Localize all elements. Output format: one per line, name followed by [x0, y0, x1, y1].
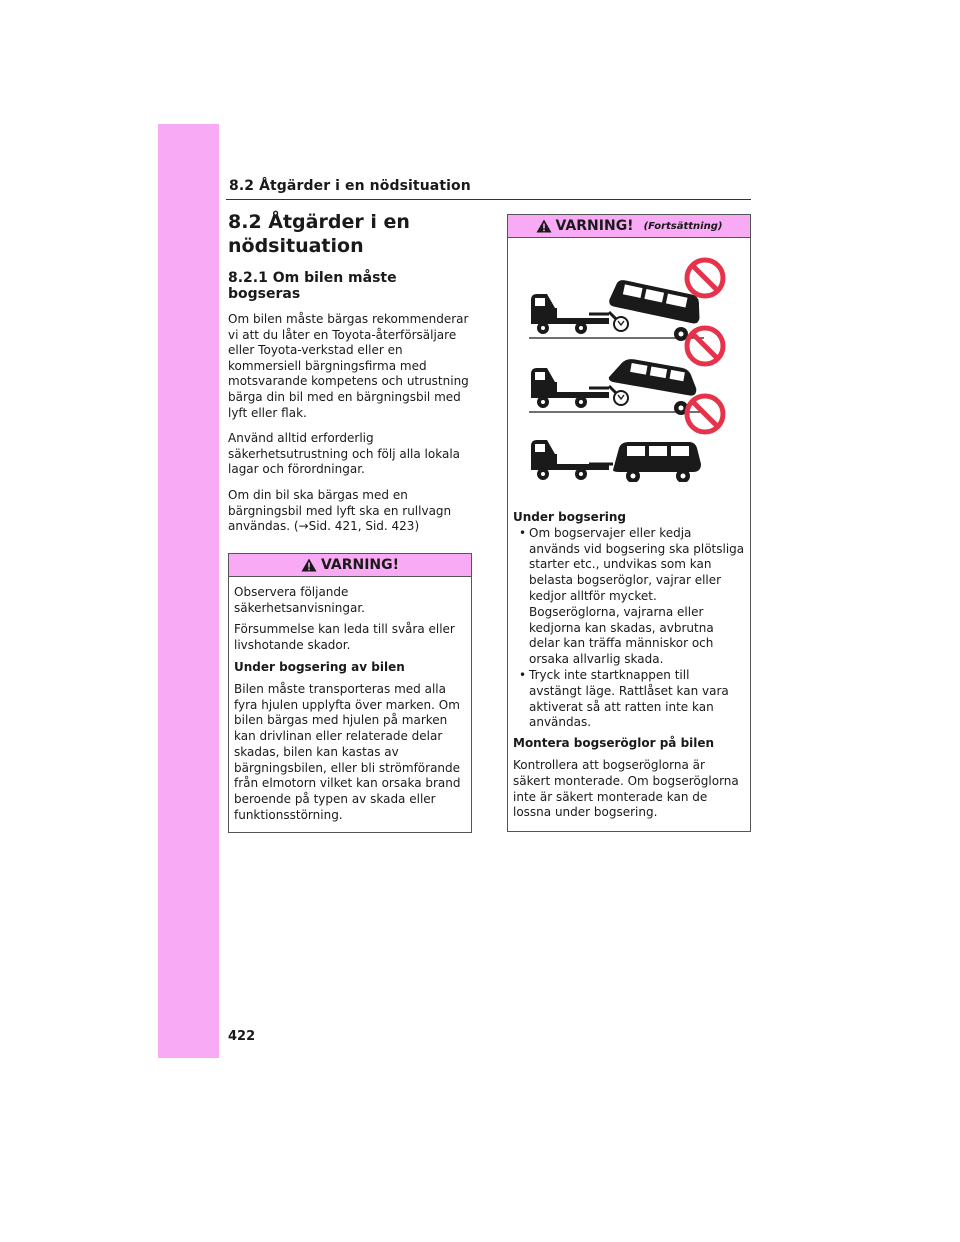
warning-title: VARNING! [320, 556, 400, 573]
list-item: • Om bogservajer eller kedja används vid bogsering ska plötsliga starter etc., undvikas som kan belasta bogseröglor, vajrar eller kedjor alltför mycket. Bogseröglorna, vajrarna eller kedjorna kan skadas, avbrutna delar kan träffa människor och orsaka allvarlig skada. [519, 525, 745, 667]
list-item: • Tryck inte startknappen till avstängt läge. Rattlåset kan vara aktiverat så att ratten inte kan användas. [519, 667, 729, 730]
warning-box [228, 553, 472, 833]
warning-subheading: Under bogsering [513, 510, 626, 524]
warning-bullet-list [513, 526, 745, 731]
subsection-title: 8.2.1 Om bilen måste bogseras [228, 270, 397, 302]
chapter-side-tab [158, 124, 219, 1058]
warning-subheading: Montera bogseröglor på bilen [513, 736, 715, 751]
right-column [507, 214, 751, 832]
section-title: 8.2 Åtgärder i en nödsituation [228, 211, 410, 257]
left-column [228, 210, 472, 833]
safety-paragraph: Använd alltid erforderlig säkerhetsutrustning och följ alla lokala lagar och förordningar. [228, 431, 461, 477]
continued-label: (Fortsättning) [643, 220, 723, 232]
warning-triangle-icon [536, 219, 552, 233]
running-header: 8.2 Åtgärder i en nödsituation [229, 178, 471, 194]
warning-subheading: Under bogsering av bilen [234, 659, 405, 674]
dolly-paragraph: Om din bil ska bärgas med en bärgningsbil med lyft ska en rullvagn användas. (→Sid. 421, Sid. 423) [228, 487, 452, 534]
warning-title: VARNING! [555, 218, 634, 234]
warning-header [508, 215, 750, 238]
warning-text: Kontrollera att bogseröglorna är säkert monterade. Om bogseröglorna inte är säkert monterade kan de lossna under bogsering. [513, 757, 739, 820]
page-number: 422 [228, 1029, 256, 1044]
warning-line: Försummelse kan leda till svåra eller livshotande skador. [234, 622, 455, 653]
intro-paragraph: Om bilen måste bärgas rekommenderar vi att du låter en Toyota-återförsäljare eller Toyota-verkstad eller en kommersiell bärgningsfirma med motsvarande kompetens och utrustning bärga din bil med en bärgningsbil med lyft eller flak. [228, 312, 469, 420]
warning-line: Observera följande säkerhetsanvisningar. [234, 584, 365, 615]
improper-towing-figure [529, 252, 729, 482]
tow-method-all-wheels-down [529, 396, 723, 482]
warning-body [229, 577, 471, 832]
header-rule [226, 199, 751, 200]
warning-box-continued [507, 214, 751, 832]
warning-header [229, 554, 471, 577]
warning-body [508, 238, 750, 831]
warning-triangle-icon [301, 558, 317, 572]
warning-text: Bilen måste transporteras med alla fyra hjulen upplyfta över marken. Om bilen bärgas med hjulen på marken kan drivlinan eller relaterade delar skadas, bilen kan kastas av bärgningsbilen, eller bli strömförande från elmotorn vilket kan orsaka brand beroende på typen av skada eller funktionsstörning. [234, 681, 461, 823]
